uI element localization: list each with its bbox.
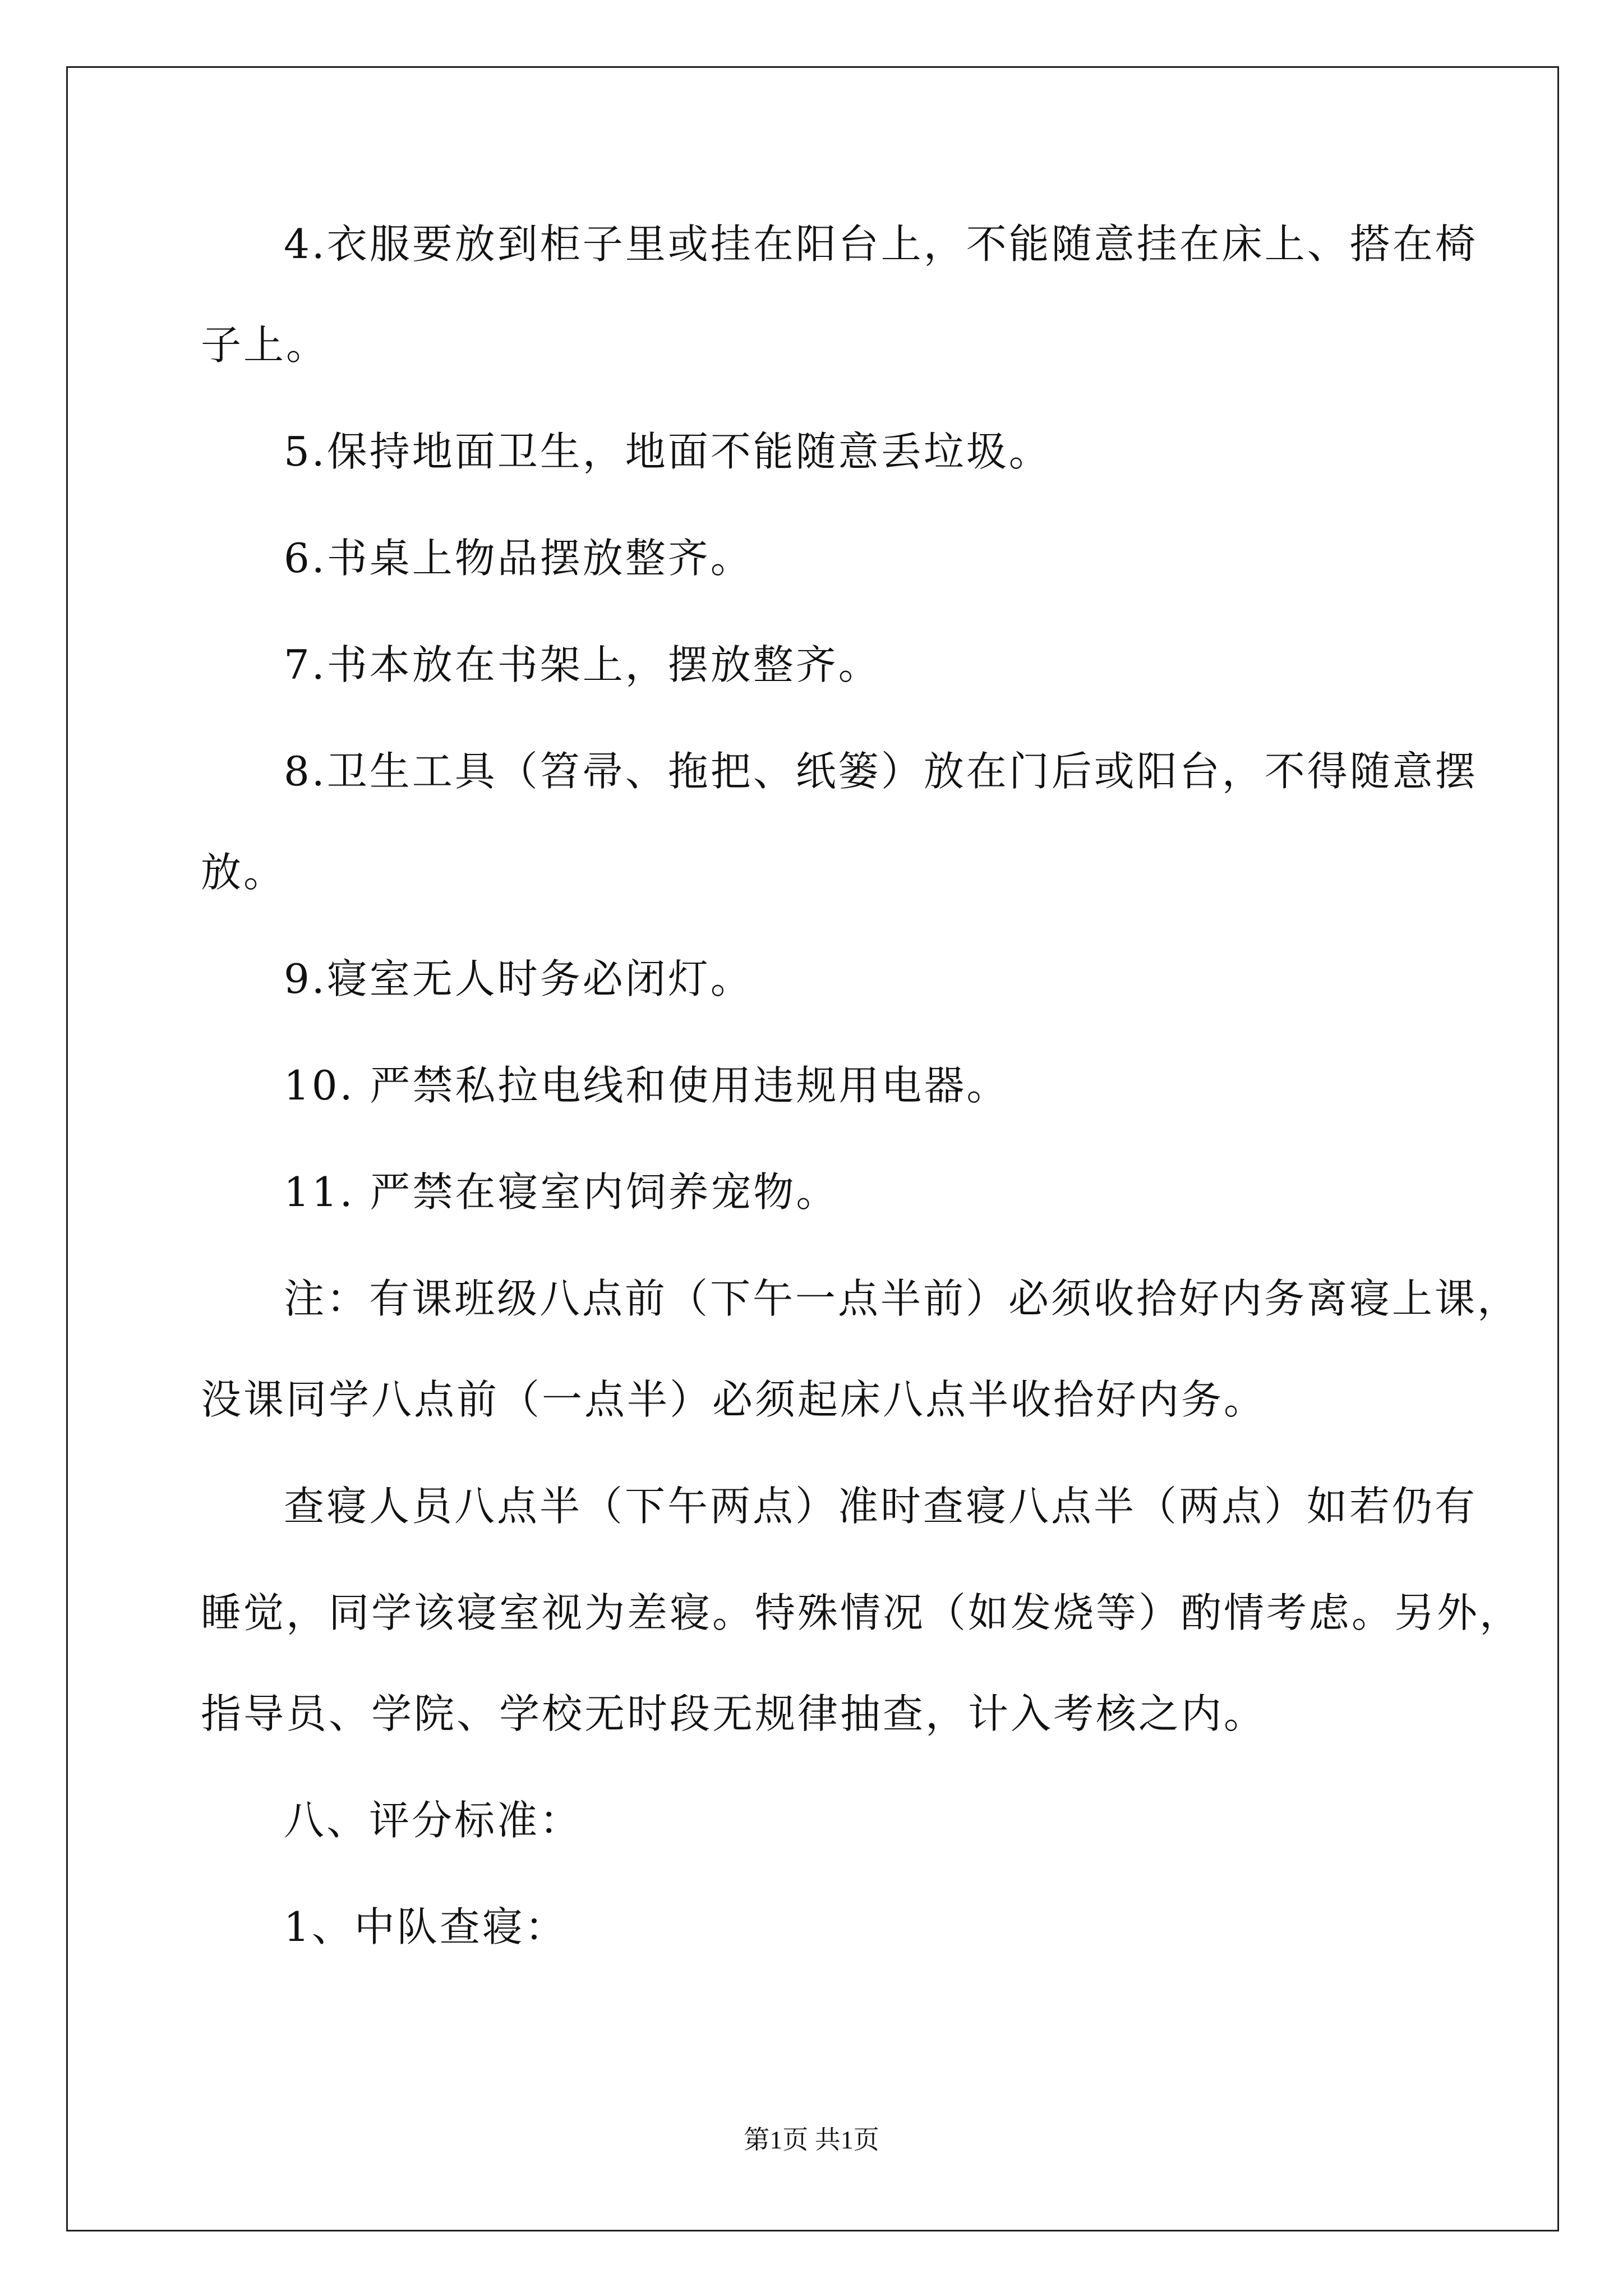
paragraph-line: 查寝人员八点半（下午两点）准时查寝八点半（两点）如若仍有 [284,1483,1478,1530]
paragraph-line: 放。 [201,849,287,896]
section-heading: 八、评分标准： [284,1797,583,1844]
paragraph-line: 4.衣服要放到柜子里或挂在阳台上，不能随意挂在床上、搭在椅 [284,220,1478,268]
paragraph-line: 没课同学八点前（一点半）必须起床八点半收拾好内务。 [201,1376,1267,1423]
paragraph-line: 5.保持地面卫生，地面不能随意丢垃圾。 [284,428,1052,475]
paragraph-line: 8.卫生工具（笤帚、拖把、纸篓）放在门后或阳台，不得随意摆 [284,748,1478,795]
subsection-heading: 1、中队查寝： [284,1903,568,1950]
paragraph-line: 9.寝室无人时务必闭灯。 [284,955,753,1002]
paragraph-line: 睡觉，同学该寝室视为差寝。特殊情况（如发烧等）酌情考虑。另外， [201,1589,1523,1636]
paragraph-line: 指导员、学院、学校无时段无规律抽查，计入考核之内。 [201,1690,1267,1737]
paragraph-line: 7.书本放在书架上，摆放整齐。 [284,641,881,688]
paragraph-line: 6.书桌上物品摆放整齐。 [284,535,753,582]
paragraph-line: 子上。 [201,321,329,369]
page-footer: 第1页 共1页 [744,2125,879,2154]
paragraph-line: 11. 严禁在寝室内饲养宠物。 [284,1168,839,1216]
paragraph-line: 注：有课班级八点前（下午一点半前）必须收拾好内务离寝上课， [284,1275,1520,1322]
paragraph-line: 10. 严禁私拉电线和使用违规用电器。 [284,1062,1009,1109]
